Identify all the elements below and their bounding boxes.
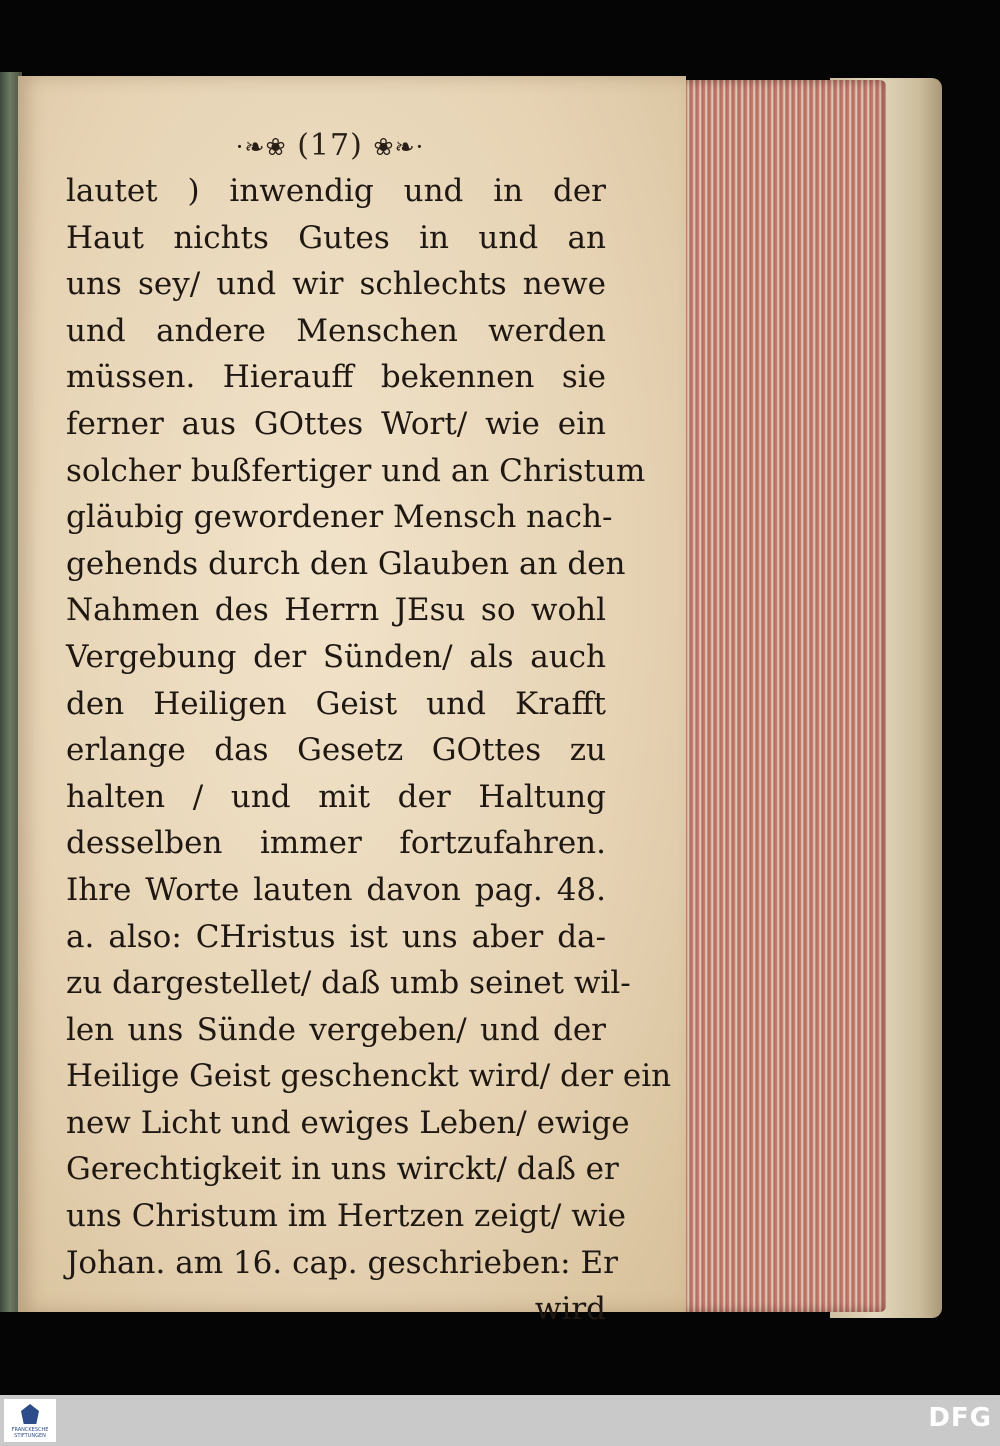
page-text <box>66 168 672 1333</box>
text-line: Haut nichts Gutes in und an <box>66 219 606 256</box>
text-line: Gerechtigkeit in uns wirckt/ daß er <box>66 1151 619 1188</box>
page-header <box>190 128 470 163</box>
text-line: Heilige Geist geschenckt wird/ der ein <box>66 1058 672 1095</box>
page-number: (17) <box>297 128 363 163</box>
francke-logo[interactable] <box>4 1399 56 1442</box>
logo-text <box>4 1427 56 1439</box>
building-icon <box>21 1404 39 1424</box>
text-line: ferner aus GOttes Wort/ wie ein <box>66 405 606 442</box>
text-line: Ihre Worte lauten davon pag. 48. <box>66 871 606 908</box>
text-line: und andere Menschen werden <box>66 312 606 349</box>
text-line: new Licht und ewiges Leben/ ewige <box>66 1104 630 1141</box>
catchword: wird <box>534 1291 606 1328</box>
text-line: gehends durch den Glauben an den <box>66 545 626 582</box>
ornament-left-icon: ·❧❀ <box>235 133 287 161</box>
text-line: den Heiligen Geist und Krafft <box>66 685 606 722</box>
text-line: Johan. am 16. cap. geschrieben: Er <box>66 1244 618 1281</box>
text-line: lautet ) inwendig und in der <box>66 173 606 209</box>
text-line: uns Christum im Hertzen zeigt/ wie <box>66 1198 626 1235</box>
text-line: uns sey/ und wir schlechts newe <box>66 266 606 303</box>
text-line: Nahmen des Herrn JEsu so wohl <box>66 592 606 629</box>
text-line: desselben immer fortzufahren. <box>66 825 606 862</box>
text-line: gläubig gewordener Mensch nach- <box>66 499 613 536</box>
logo-text-line1: FRANCKESCHE <box>11 1427 49 1433</box>
text-line: zu dargestellet/ daß umb seinet wil- <box>66 965 631 1002</box>
text-line: erlange das Gesetz GOttes zu <box>66 732 606 769</box>
text-line: len uns Sünde vergeben/ und der <box>66 1011 606 1048</box>
page-fore-edge <box>678 80 886 1312</box>
viewer-footer <box>0 1395 1000 1446</box>
dfg-logo[interactable]: DFG <box>928 1403 992 1433</box>
text-line: Vergebung der Sünden/ als auch <box>66 638 606 675</box>
text-line: müssen. Hierauff bekennen sie <box>66 359 606 396</box>
logo-text-line2: STIFTUNGEN <box>14 1433 46 1439</box>
text-line: solcher bußfertiger und an Christum <box>66 452 646 489</box>
text-line: a. also: CHristus ist uns aber da- <box>66 918 606 955</box>
ornament-right-icon: ❀❧· <box>373 133 425 161</box>
text-line: halten / und mit der Haltung <box>66 778 606 815</box>
